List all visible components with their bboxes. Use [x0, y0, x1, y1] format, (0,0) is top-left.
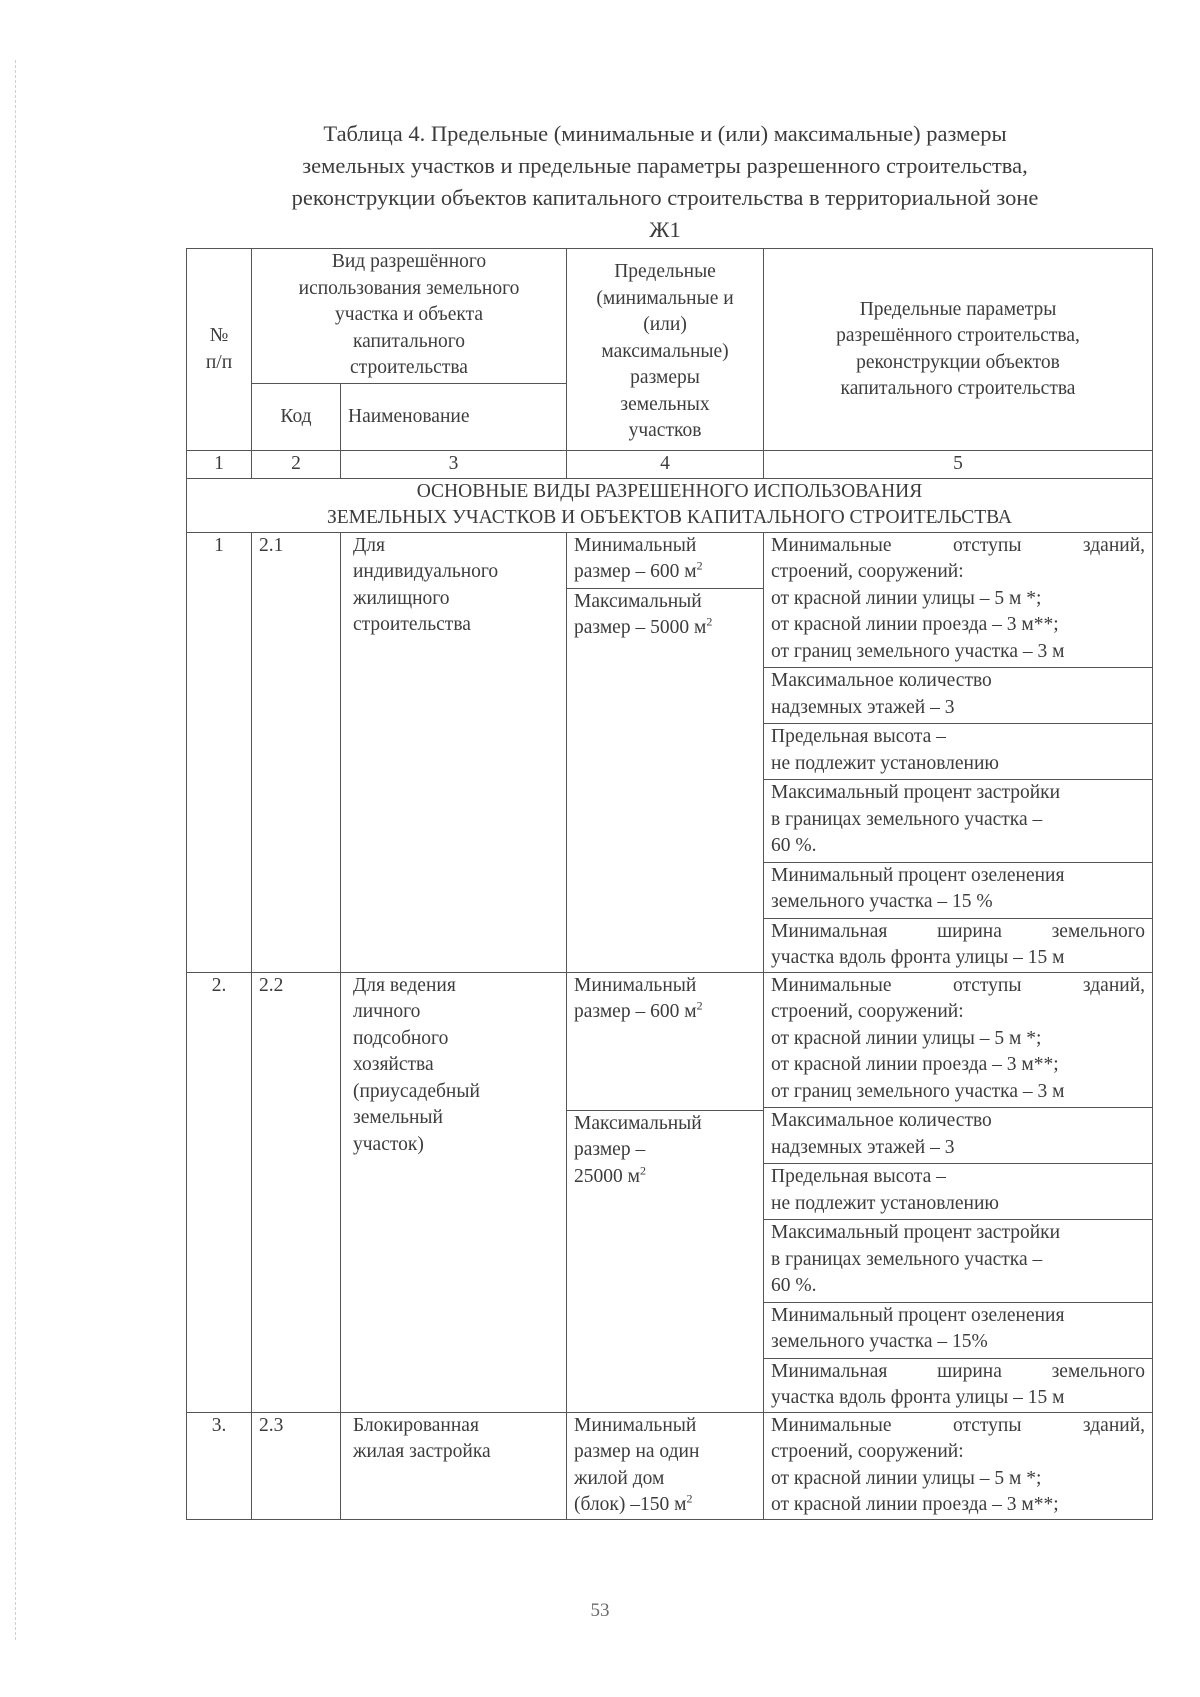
param-line: земельного участка – 15% [771, 1331, 988, 1352]
col-number: 5 [764, 451, 1153, 479]
param-line: не подлежит установлению [771, 1192, 999, 1214]
row-params [764, 1412, 1153, 1519]
row-name [341, 972, 567, 1412]
table-row [187, 972, 1153, 1412]
header-kind-line: капитального [352, 330, 466, 352]
header-params-line: капитального строительства [840, 378, 1076, 399]
param-floors [764, 1108, 1152, 1164]
param-line: Минимальная ширина земельного [771, 1360, 1146, 1382]
size-unit-sup: 2 [639, 1163, 646, 1177]
row-code: 2.3 [252, 1412, 341, 1519]
param-floors [764, 668, 1152, 724]
param-line: 60 %. [771, 835, 817, 856]
size-unit-sup: 2 [706, 614, 713, 629]
param-line: от красной линии проезда – 3 м**; [771, 1494, 1059, 1515]
param-line: от красной линии проезда – 3 м**; [771, 1054, 1059, 1075]
size-value: размер – 600 м [574, 1001, 697, 1022]
param-line: надземных этажей – 3 [771, 696, 955, 718]
row-num: 3. [187, 1412, 252, 1519]
param-line: Минимальные отступы зданий, [771, 974, 1146, 996]
size-line: размер на один [574, 1441, 700, 1462]
param-line: в границах земельного участка – [771, 1248, 1043, 1270]
param-green [764, 1303, 1152, 1359]
scan-margin-line [15, 60, 16, 1640]
header-params-line: Предельные параметры [859, 298, 1057, 320]
header-params-line: разрешённого строительства, [836, 325, 1080, 346]
row-params [764, 532, 1153, 972]
size-min [567, 533, 763, 589]
row-name-line: жилая застройка [353, 1441, 491, 1462]
col-number: 1 [187, 451, 252, 479]
size-value: 25000 м [574, 1165, 640, 1187]
header-sizes-line: (или) [643, 314, 687, 335]
row-name [341, 1412, 567, 1519]
param-line: строений, сооружений: [771, 1001, 964, 1022]
param-height [764, 724, 1152, 780]
header-sizes-line: земельных [620, 393, 710, 415]
row-code: 2.1 [252, 532, 341, 972]
row-num: 1 [187, 532, 252, 972]
row-name-line: (приусадебный [353, 1080, 480, 1102]
param-line: земельного участка – 15 % [771, 891, 993, 912]
title-line: реконструкции объектов капитального строительства в территориальной зоне [291, 185, 1039, 210]
param-setbacks [764, 973, 1152, 1109]
param-line: 60 %. [771, 1275, 817, 1296]
row-name-line: участок) [353, 1133, 424, 1155]
size-line: Минимальный [574, 1414, 697, 1436]
header-sizes-line: участков [628, 420, 702, 441]
size-max [574, 1111, 756, 1191]
param-width [771, 919, 1145, 972]
header-kind [252, 249, 567, 384]
param-line: строений, сооружений: [771, 561, 964, 582]
col-number: 3 [341, 451, 567, 479]
row-name [341, 532, 567, 972]
size-max [574, 589, 756, 642]
header-sizes-line: (минимальные и [596, 287, 734, 309]
title-line: Таблица 4. Предельные (минимальные и (или) максимальные) размеры [323, 121, 1007, 146]
size-line: жилой дом [574, 1467, 665, 1489]
row-name-line: жилищного [353, 587, 450, 609]
size-line: Максимальный [574, 590, 702, 612]
size-line: размер – [574, 1139, 646, 1160]
col-number: 2 [252, 451, 341, 479]
section-row [187, 478, 1153, 532]
param-line: Максимальный процент застройки [771, 782, 1061, 803]
header-num [187, 249, 252, 451]
header-code: Код [252, 384, 341, 451]
param-line: от красной линии улицы – 5 м *; [771, 587, 1042, 609]
size-line [574, 1492, 756, 1519]
size-value: (блок) –150 м [574, 1494, 687, 1515]
param-setbacks [764, 533, 1152, 669]
size-unit-sup: 2 [686, 1491, 693, 1506]
param-line: Минимальные отступы зданий, [771, 1414, 1146, 1436]
row-sizes [567, 532, 764, 972]
param-line: Максимальный процент застройки [771, 1222, 1061, 1243]
title-line: Ж1 [649, 217, 681, 242]
section-heading-line: ОСНОВНЫЕ ВИДЫ РАЗРЕШЕННОГО ИСПОЛЬЗОВАНИЯ [416, 480, 923, 502]
param-line: от красной линии проезда – 3 м**; [771, 614, 1059, 635]
header-kind-line: строительства [350, 357, 468, 378]
param-line: в границах земельного участка – [771, 808, 1043, 830]
header-num-line: № [209, 325, 229, 346]
param-coverage [764, 1220, 1152, 1303]
size-min [567, 973, 763, 1111]
row-code: 2.2 [252, 972, 341, 1412]
size-line: Минимальный [574, 974, 697, 996]
size-line [574, 615, 756, 642]
param-line: Максимальное количество [771, 670, 992, 691]
size-value: размер – 5000 м [574, 617, 707, 638]
table-row [187, 1412, 1153, 1519]
header-sizes-line: размеры [630, 367, 700, 388]
col-number: 4 [567, 451, 764, 479]
row-name-line: подсобного [353, 1027, 449, 1049]
param-line: надземных этажей – 3 [771, 1136, 955, 1158]
row-name-line: Для ведения [353, 974, 456, 996]
size-value: размер – 600 м [574, 561, 697, 582]
param-coverage [764, 780, 1152, 863]
header-kind-line: Вид разрешённого [331, 251, 487, 272]
param-line: от красной линии улицы – 5 м *; [771, 1027, 1042, 1049]
param-width [771, 1359, 1145, 1412]
size-line: Максимальный [574, 1112, 702, 1134]
param-line: участка вдоль фронта улицы – 15 м [771, 1387, 1065, 1408]
size-line: Минимальный [574, 534, 697, 556]
param-line: участка вдоль фронта улицы – 15 м [771, 947, 1065, 968]
header-sizes-line: максимальные) [601, 340, 729, 362]
header-num-line: п/п [205, 351, 233, 373]
param-height [764, 1164, 1152, 1220]
row-name-line: Для [353, 534, 386, 556]
param-line: Минимальная ширина земельного [771, 920, 1146, 942]
section-heading [187, 478, 1153, 532]
size-line [574, 999, 756, 1026]
row-name-line: строительства [353, 614, 471, 635]
restrictions-table [186, 248, 1153, 1520]
param-line: строений, сооружений: [771, 1441, 964, 1462]
param-green [764, 863, 1152, 919]
size-unit-sup: 2 [696, 558, 703, 573]
row-name-line: земельный [353, 1107, 443, 1128]
row-sizes [567, 1412, 764, 1519]
page-number: 53 [590, 1600, 610, 1621]
column-number-row [187, 451, 1153, 479]
param-line: от границ земельного участка – 3 м [771, 640, 1065, 662]
size-line [574, 1164, 756, 1191]
header-params [764, 249, 1153, 451]
param-line: Минимальный процент озеленения [771, 864, 1065, 886]
row-name-line: индивидуального [353, 561, 499, 582]
header-name: Наименование [341, 384, 567, 451]
header-kind-line: участка и объекта [335, 304, 483, 325]
row-name-line: хозяйства [353, 1054, 434, 1075]
header-params-line: реконструкции объектов [856, 351, 1060, 373]
size-line [574, 559, 756, 586]
table-row [187, 532, 1153, 972]
row-num: 2. [187, 972, 252, 1412]
header-sizes [567, 249, 764, 451]
table-title [190, 118, 1140, 246]
param-line: не подлежит установлению [771, 752, 999, 774]
param-line: Максимальное количество [771, 1110, 992, 1131]
param-line: от красной линии улицы – 5 м *; [771, 1467, 1042, 1489]
param-line: Предельная высота – [771, 1166, 946, 1187]
title-line: земельных участков и предельные параметры разрешенного строительства, [302, 153, 1028, 178]
param-line: Предельная высота – [771, 726, 946, 747]
row-name-line: личного [353, 1001, 421, 1022]
param-line: от границ земельного участка – 3 м [771, 1080, 1065, 1102]
header-kind-line: использования земельного [298, 277, 520, 299]
param-line: Минимальный процент озеленения [771, 1304, 1065, 1326]
section-heading-line: ЗЕМЕЛЬНЫХ УЧАСТКОВ И ОБЪЕКТОВ КАПИТАЛЬНОГО СТРОИТЕЛЬСТВА [327, 507, 1012, 528]
header-sizes-line: Предельные [614, 261, 716, 282]
size-unit-sup: 2 [696, 998, 703, 1013]
param-line: Минимальные отступы зданий, [771, 534, 1146, 556]
row-sizes [567, 972, 764, 1412]
row-params [764, 972, 1153, 1412]
row-name-line: Блокированная [353, 1414, 479, 1436]
header-row [187, 249, 1153, 384]
